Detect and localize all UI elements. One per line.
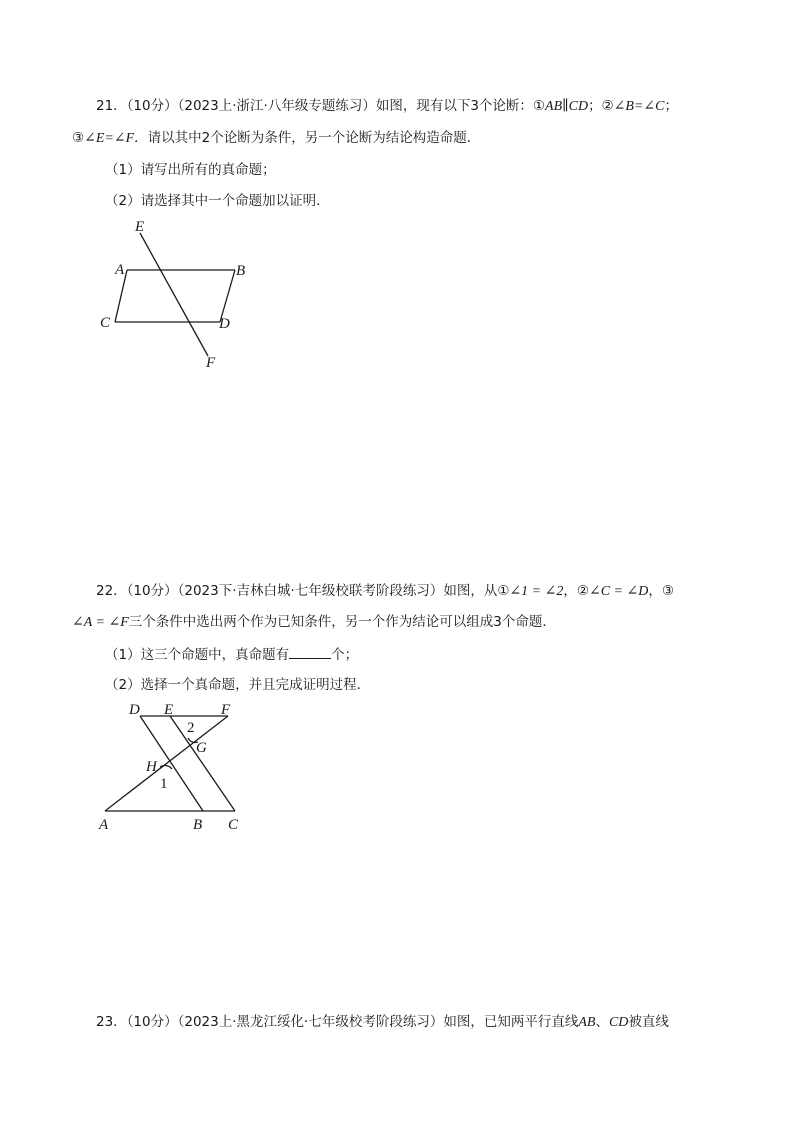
q21-statement-angle-e-f: ∠E=∠F <box>84 131 135 146</box>
q21-statement-ab-parallel-cd: AB∥CD <box>545 99 589 114</box>
q22-line2-rest: 三个条件中选出两个作为已知条件，另一个作为结论可以组成3个命题． <box>128 614 556 630</box>
q21-label-d: D <box>219 316 230 332</box>
q22-statement-angle-c-d: ∠C = ∠D <box>588 584 649 599</box>
q21-sep1: ；② <box>588 98 614 114</box>
q21-stem-line1 <box>96 96 678 117</box>
q22-score: （10分） <box>126 583 178 599</box>
q22-statement-angle-a-f: ∠A = ∠F <box>72 615 129 630</box>
q23-sep: 、 <box>595 1014 609 1030</box>
q23-line-ab: AB <box>578 1015 596 1030</box>
q22-number: 22． <box>96 583 127 599</box>
q21-source: （2023上·浙江·八年级专题练习） <box>177 98 376 114</box>
q21-label-a: A <box>115 262 125 278</box>
q21-part1: （1）请写出所有的真命题； <box>105 162 276 178</box>
q22-answer-blank <box>289 644 331 659</box>
q22-part1-before: （1）这三个命题中，真命题有 <box>105 647 290 663</box>
q23-stem-line1 <box>96 1012 669 1033</box>
q22-stem-line1 <box>96 581 674 602</box>
q21-segment-ef <box>140 233 208 356</box>
q21-number: 21． <box>96 98 127 114</box>
q22-label-d: D <box>129 702 140 718</box>
q21-sep2: ； <box>664 98 678 114</box>
q22-part1 <box>105 644 358 665</box>
q22-segment-ec <box>170 716 235 811</box>
q22-label-f: F <box>221 702 231 718</box>
q22-label-e: E <box>164 702 174 718</box>
q22-segment-af <box>105 716 228 811</box>
q21-figure <box>95 215 255 375</box>
q21-intro: 如图，现有以下3个论断：① <box>375 98 546 114</box>
q21-statement-angle-b-c: ∠B=∠C <box>613 99 665 114</box>
q23-rest: 被直线 <box>628 1014 669 1030</box>
q23-intro: 如图，已知两平行直线 <box>443 1014 579 1030</box>
q21-circle3: ③ <box>72 130 85 146</box>
q22-label-2: 2 <box>187 720 195 736</box>
q22-label-g: G <box>196 740 207 756</box>
q23-score: （10分） <box>126 1014 178 1030</box>
q22-intro: 如图，从① <box>443 583 510 599</box>
q22-sep1: ，② <box>563 583 589 599</box>
q22-sep2: ，③ <box>648 583 674 599</box>
q21-label-b: B <box>236 263 246 279</box>
q22-label-a: A <box>99 817 109 833</box>
q21-line2-rest: ．请以其中2个论断为条件，另一个论断为结论构造命题． <box>134 130 481 146</box>
q22-label-1: 1 <box>160 776 168 792</box>
q22-label-c: C <box>228 817 239 833</box>
q21-score: （10分） <box>126 98 178 114</box>
q22-part1-after: 个； <box>331 647 359 663</box>
q21-label-c: C <box>100 315 111 331</box>
q21-segment-bd <box>220 270 235 322</box>
q22-source: （2023下·吉林白城·七年级校联考阶段练习） <box>177 583 444 599</box>
q22-label-h: H <box>146 759 157 775</box>
q21-label-f: F <box>206 355 216 371</box>
q22-statement-angle-1-2: ∠1 = ∠2 <box>509 584 564 599</box>
q23-line-cd: CD <box>608 1015 629 1030</box>
q22-stem-line2 <box>72 612 556 633</box>
q23-source: （2023上·黑龙江绥化·七年级校考阶段练习） <box>177 1014 444 1030</box>
q21-label-e: E <box>135 219 145 235</box>
q22-figure <box>95 698 255 838</box>
q22-part2: （2）选择一个真命题，并且完成证明过程． <box>105 677 371 693</box>
q21-part2: （2）请选择其中一个命题加以证明． <box>105 193 330 209</box>
q23-number: 23． <box>96 1014 127 1030</box>
q21-stem-line2 <box>72 128 480 149</box>
q22-label-b: B <box>193 817 203 833</box>
